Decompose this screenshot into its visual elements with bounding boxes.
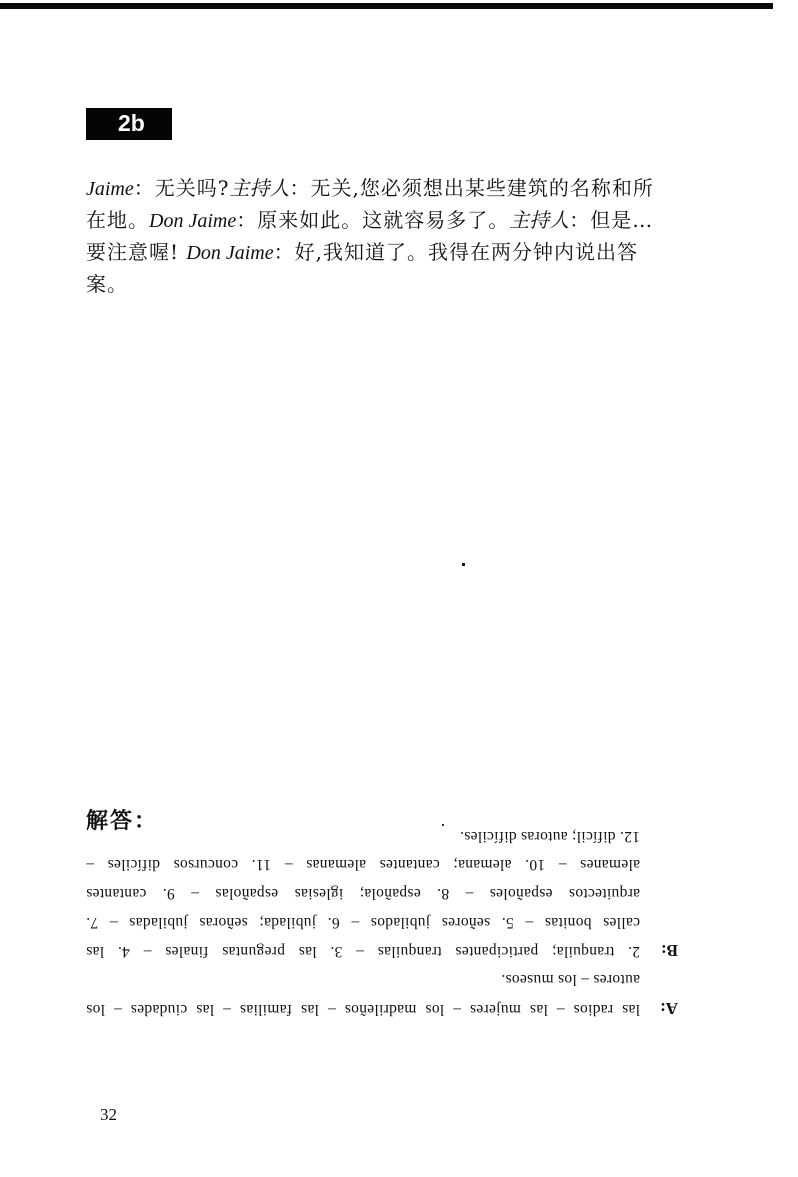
dialogue-paragraph (86, 172, 706, 300)
speaker-name: 主持人 (229, 178, 290, 200)
answer-row-b-3 (86, 874, 678, 902)
answer-text: alemanes – 10. alemana; cantantes alemanas – 11. concursos difíciles – (86, 856, 640, 873)
dialogue-text: 在地。 (86, 208, 149, 232)
answer-row-b-1 (86, 932, 678, 960)
dialogue-line (86, 204, 706, 236)
answer-text: las radios – las mujeres – los madrileños – las familias – las ciudades – los (86, 1001, 640, 1018)
dialogue-text: ：好,我知道了。我得在两分钟内说出答 (273, 240, 638, 264)
answer-text: calles bonitas – 5. señores jubilados – 6. jubilada; señoras jubiladas – 7. (86, 914, 640, 931)
answer-row-b-5 (86, 817, 678, 845)
dialogue-text: 案。 (86, 272, 128, 296)
speaker-name: 主持人 (509, 210, 570, 232)
answer-row-a-2 (86, 960, 678, 988)
dialogue-text: ：但是… (569, 208, 654, 232)
answer-text: arquitectos españoles – 8. española; iglesias españolas – 9. cantantes (86, 885, 640, 902)
answer-row-b-4 (86, 845, 678, 873)
speaker-name: Don Jaime (186, 242, 274, 264)
dialogue-line (86, 172, 706, 204)
answer-row-a-1 (86, 990, 678, 1018)
answer-key-a: A: (660, 999, 678, 1018)
section-label-text: 2b (118, 110, 145, 136)
dialogue-text: ：原来如此。这就容易多了。 (236, 208, 510, 232)
answer-key-b: B: (661, 941, 678, 960)
answer-text: autores – los museos. (501, 971, 640, 988)
dialogue-text: ：无关,您必须想出某些建筑的名称和所 (289, 176, 654, 200)
page-number: 32 (100, 1105, 117, 1124)
dialogue-line (86, 268, 706, 300)
section-label-badge (86, 108, 172, 140)
speaker-name: Don Jaime (149, 210, 237, 232)
answer-text: 12. difícil; autoras difíciles. (459, 828, 640, 845)
answer-text: 2. tranquila; participantes tranquilas – 3. las preguntas finales – 4. las (86, 943, 640, 960)
dialogue-text: 要注意喔! (86, 240, 187, 264)
top-rule (0, 3, 773, 9)
speaker-name: Jaime (86, 178, 134, 200)
dialogue-text: ：无关吗? (133, 176, 230, 200)
answers-block-upside-down (86, 830, 678, 1030)
answers-heading: 解答： (86, 809, 159, 834)
dialogue-line (86, 236, 706, 268)
stray-dot (462, 563, 465, 566)
answer-row-b-2 (86, 903, 678, 931)
